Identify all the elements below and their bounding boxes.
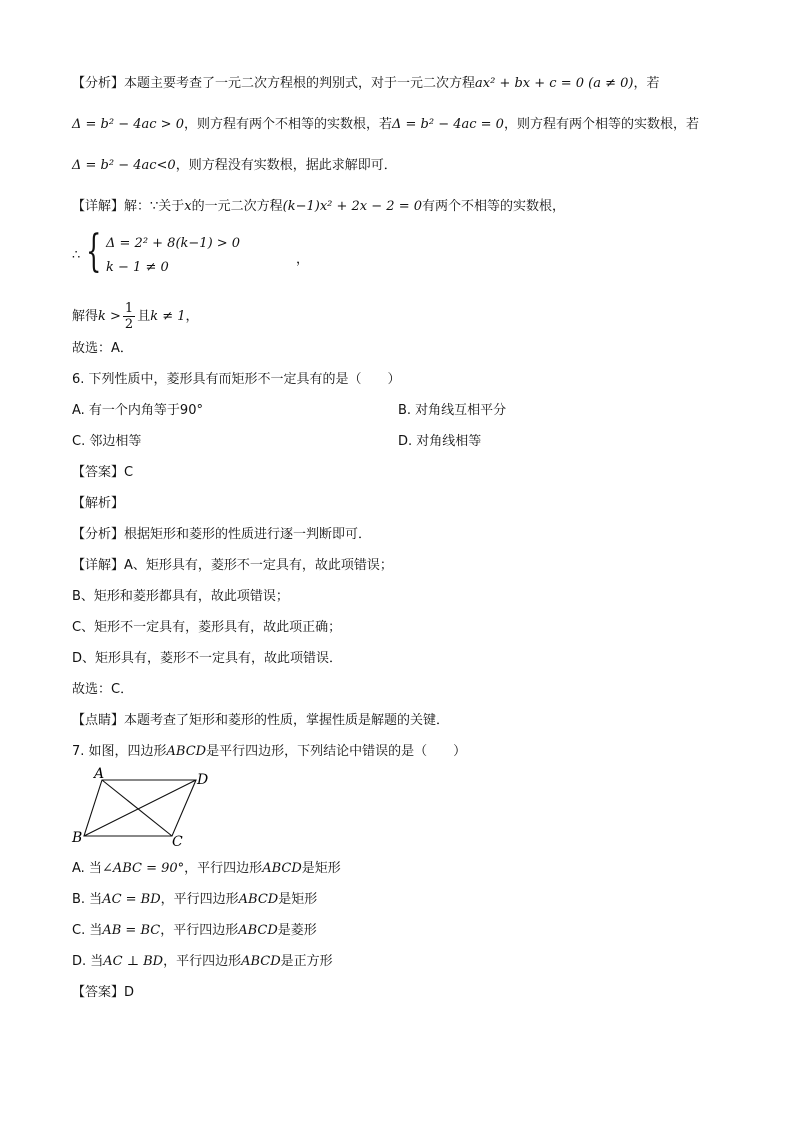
detail-text: 的一元二次方程 [191,199,283,214]
solve-and: 且 [137,309,151,324]
detail-label: 【详解】 [72,558,125,573]
option-conclusion: 是菱形 [277,923,317,938]
option-condition: ∠ABC = 90° [101,861,185,876]
therefore-symbol: ∴ [72,248,81,263]
q6-detail-line-1 [72,557,393,575]
option-text: ，平行四边形 [184,861,263,876]
detail-label: 【详解】 [72,199,125,214]
option-prefix: B. 当 [72,892,103,907]
option-shape: ABCD [241,954,281,969]
vertex-label-a: A [94,766,105,782]
vertex-label-d: D [197,772,209,788]
option-conclusion: 是正方形 [280,954,333,969]
answer-value: C [124,465,134,480]
option-text: ，平行四边形 [160,892,239,907]
q7-stem-text: 是平行四边形，下列结论中错误的是（ ） [206,744,467,759]
option-text: ，平行四边形 [160,923,239,938]
detail-text: A、矩形具有，菱形不一定具有，故此项错误； [124,558,393,573]
q6-detail-line-4: D、矩形具有，菱形不一定具有，故此项错误． [72,651,343,666]
q7-stem-abcd: ABCD [166,744,207,759]
option-prefix: D. 当 [72,954,104,969]
solve-condition: k ≠ 1 [150,309,186,324]
solve-end: ， [185,309,199,324]
option-prefix: C. 当 [72,923,103,938]
q7-stem-text: 7. 如图，四边形 [72,744,167,759]
q7-option-b [72,891,317,909]
q6-analysis-line [72,526,371,544]
q6-answer-line [72,464,133,482]
analysis1-line3 [72,157,397,175]
answer-label: 【答案】 [72,985,125,1000]
discriminant-cond2: Δ = b² − 4ac = 0 [391,117,504,132]
vertex-label-b: B [72,830,83,846]
fraction-numerator: 1 [124,301,134,316]
analysis-label: 【分析】 [72,76,125,91]
q6-choice-line: 故选：C． [72,682,134,697]
comment-text: 本题考查了矩形和菱形的性质，掌握性质是解题的关键． [124,713,450,728]
analysis-label: 【分析】 [72,527,125,542]
answer-value: D [124,985,135,1000]
q6-detail-line-3: C、矩形不一定具有，菱形具有，故此项正确； [72,620,342,635]
fraction-one-half [123,301,135,332]
analysis-text: ，则方程有两个相等的实数根，若 [503,117,699,132]
general-equation: ax² + bx + c = 0 (a ≠ 0) [475,76,634,91]
answer-label: 【答案】 [72,465,125,480]
q6-jiexi-label: 【解析】 [72,496,125,511]
solve-prefix: 解得 [72,309,99,324]
parallelogram-figure [62,766,222,850]
analysis1-line2 [72,116,699,134]
option-condition: AB = BC [102,923,161,938]
analysis-text: ，则方程没有实数根，据此求解即可． [175,158,397,173]
q7-option-d [72,953,333,971]
option-conclusion: 是矩形 [301,861,341,876]
q7-stem [72,743,466,761]
q7-option-c [72,922,317,940]
option-shape: ABCD [238,923,278,938]
analysis-text: ，若 [633,76,660,91]
q6-stem: 6. 下列性质中，菱形具有而矩形不一定具有的是（ ） [72,372,401,387]
option-condition: AC = BD [102,892,161,907]
discriminant-cond3: Δ = b² − 4ac<0 [72,158,176,173]
q7-answer-line [72,984,134,1002]
fraction-denominator: 2 [124,317,134,332]
analysis-text: 本题主要考查了一元二次方程根的判别式，对于一元二次方程 [124,76,476,91]
quadratic-equation: (k−1)x² + 2x − 2 = 0 [282,199,422,214]
diagonal-ac [102,780,172,836]
option-shape: ABCD [238,892,279,907]
q6-option-b: B. 对角线互相平分 [398,403,507,418]
option-prefix: A. 当 [72,861,102,876]
analysis-text: 根据矩形和菱形的性质进行逐一判断即可． [124,527,372,542]
diagonal-bd [84,780,196,836]
option-text: ，平行四边形 [163,954,242,969]
discriminant-cond1: Δ = b² − 4ac > 0 [72,117,184,132]
q6-option-c: C. 邻边相等 [72,434,142,449]
solve-line [72,300,199,334]
analysis-text: ，则方程有两个不相等的实数根，若 [183,117,392,132]
q6-comment-line [72,712,449,730]
analysis1-line1 [72,75,659,93]
detail-text: 解：∵关于 [124,199,185,214]
option-conclusion: 是矩形 [278,892,318,907]
comment-label: 【点睛】 [72,713,125,728]
vertex-label-c: C [172,834,183,850]
solve-k: k > [98,309,121,324]
q6-option-d: D. 对角线相等 [398,434,482,449]
q7-option-a [72,860,341,878]
detail1-line1 [72,198,565,216]
system-comma: ， [296,252,310,267]
option-shape: ABCD [262,861,302,876]
system-row-2: k − 1 ≠ 0 [106,260,169,275]
detail-text: 有两个不相等的实数根， [422,199,566,214]
system-row-1: Δ = 2² + 8(k−1) > 0 [106,236,241,251]
variable-x: x [184,199,192,214]
q6-option-a: A. 有一个内角等于90° [72,403,203,418]
option-condition: AC ⊥ BD [103,954,164,969]
choice-line-q5: 故选：A． [72,341,133,356]
q6-detail-line-2: B、矩形和菱形都具有，故此项错误； [72,589,289,604]
left-brace: { [86,226,102,277]
